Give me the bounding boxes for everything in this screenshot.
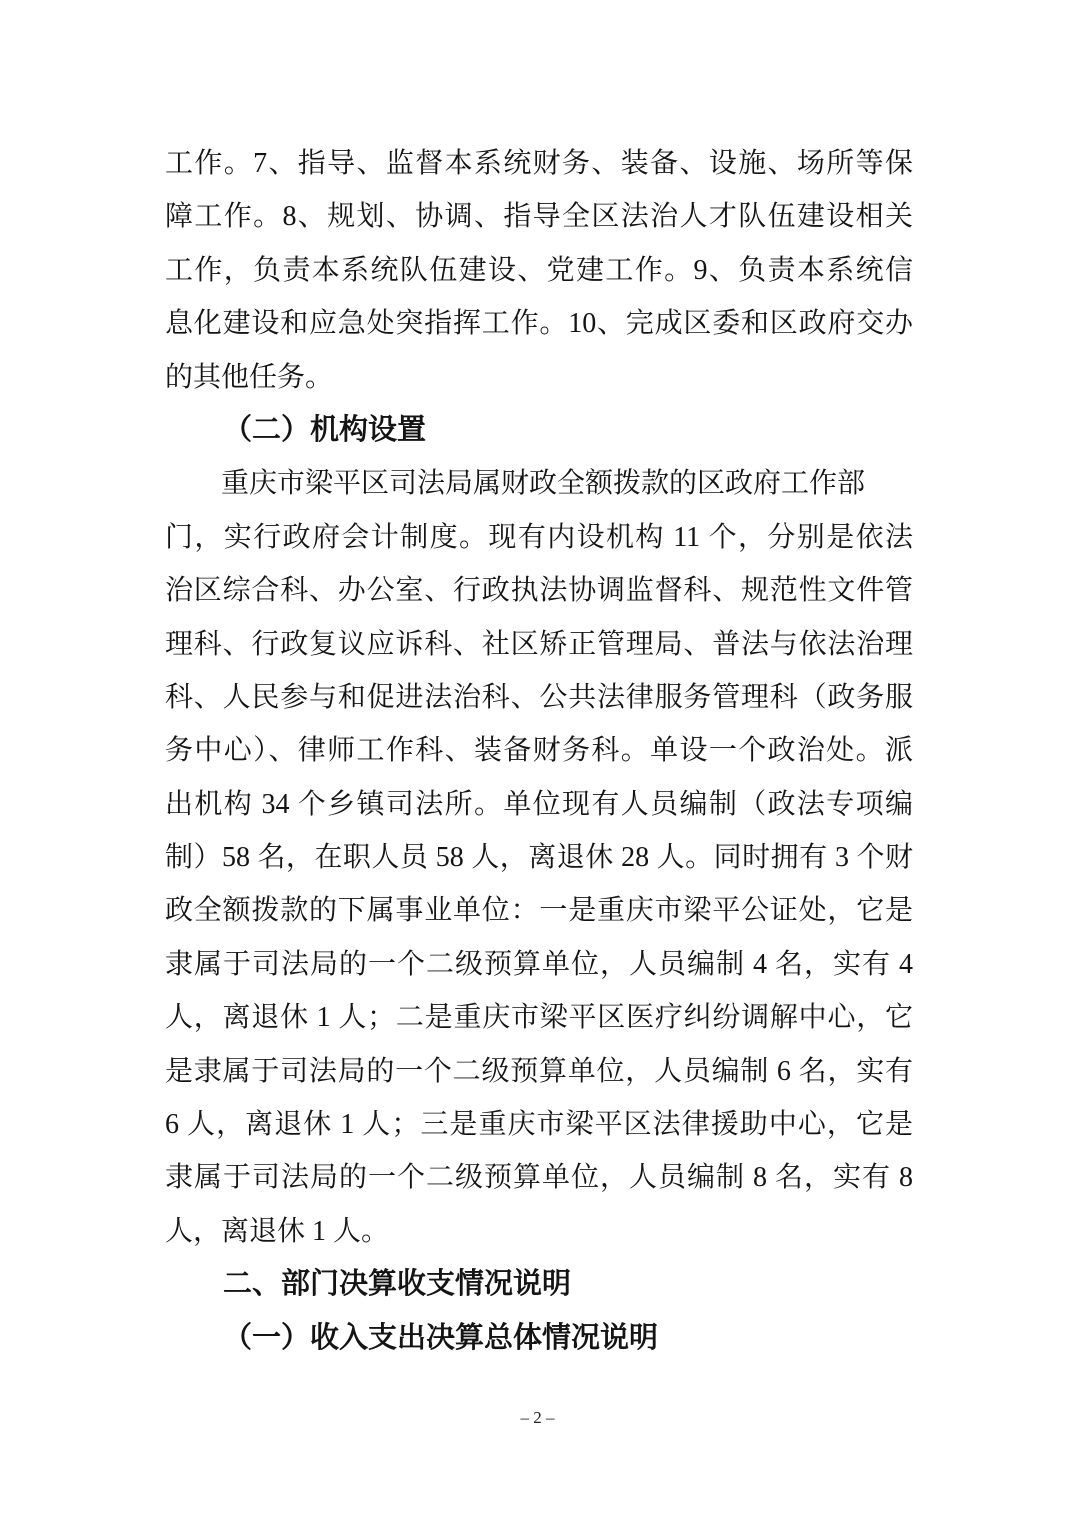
text-line: 障工作。8、规划、协调、指导全区法治人才队伍建设相关 (165, 201, 913, 233)
chapter-heading: 二、部门决算收支情况说明 (223, 1268, 572, 1301)
page-number: – 2 – (520, 1408, 555, 1427)
text-line: 科、人民参与和促进法治科、公共法律服务管理科（政务服 (165, 681, 913, 713)
text-line: 工作，负责本系统队伍建设、党建工作。9、负责本系统信 (165, 254, 913, 286)
text-line: 6 人，离退休 1 人；三是重庆市梁平区法律援助中心，它是 (165, 1109, 913, 1141)
text-line: 理科、行政复议应诉科、社区矫正管理局、普法与依法治理 (165, 628, 913, 660)
text-line: 隶属于司法局的一个二级预算单位，人员编制 8 名，实有 8 (165, 1162, 913, 1194)
text-line: 人，离退休 1 人；二是重庆市梁平区医疗纠纷调解中心，它 (165, 1002, 913, 1034)
subsection-heading: （一）收入支出决算总体情况说明 (223, 1321, 659, 1354)
text-line: 制）58 名，在职人员 58 人，离退休 28 人。同时拥有 3 个财 (165, 842, 913, 874)
text-line: 门，实行政府会计制度。现有内设机构 11 个，分别是依法 (165, 521, 913, 553)
text-line: 隶属于司法局的一个二级预算单位，人员编制 4 名，实有 4 (165, 948, 913, 980)
text-line: 治区综合科、办公室、行政执法协调监督科、规范性文件管 (165, 575, 913, 607)
section-heading: （二）机构设置 (223, 413, 427, 446)
document-body (165, 137, 913, 1365)
text-line: 务中心）、律师工作科、装备财务科。单设一个政治处。派 (165, 735, 913, 767)
text-line: 人，离退休 1 人。 (165, 1215, 390, 1247)
text-line: 出机构 34 个乡镇司法所。单位现有人员编制（政法专项编 (165, 788, 913, 820)
text-line: 重庆市梁平区司法局属财政全额拨款的区政府工作部 (221, 468, 866, 500)
text-line: 的其他任务。 (165, 361, 334, 393)
text-line: 政全额拨款的下属事业单位：一是重庆市梁平公证处，它是 (165, 895, 913, 927)
text-line: 工作。7、指导、监督本系统财务、装备、设施、场所等保 (165, 148, 913, 179)
text-line: 是隶属于司法局的一个二级预算单位，人员编制 6 名，实有 (165, 1055, 913, 1087)
text-line: 息化建设和应急处突指挥工作。10、完成区委和区政府交办 (165, 308, 913, 340)
